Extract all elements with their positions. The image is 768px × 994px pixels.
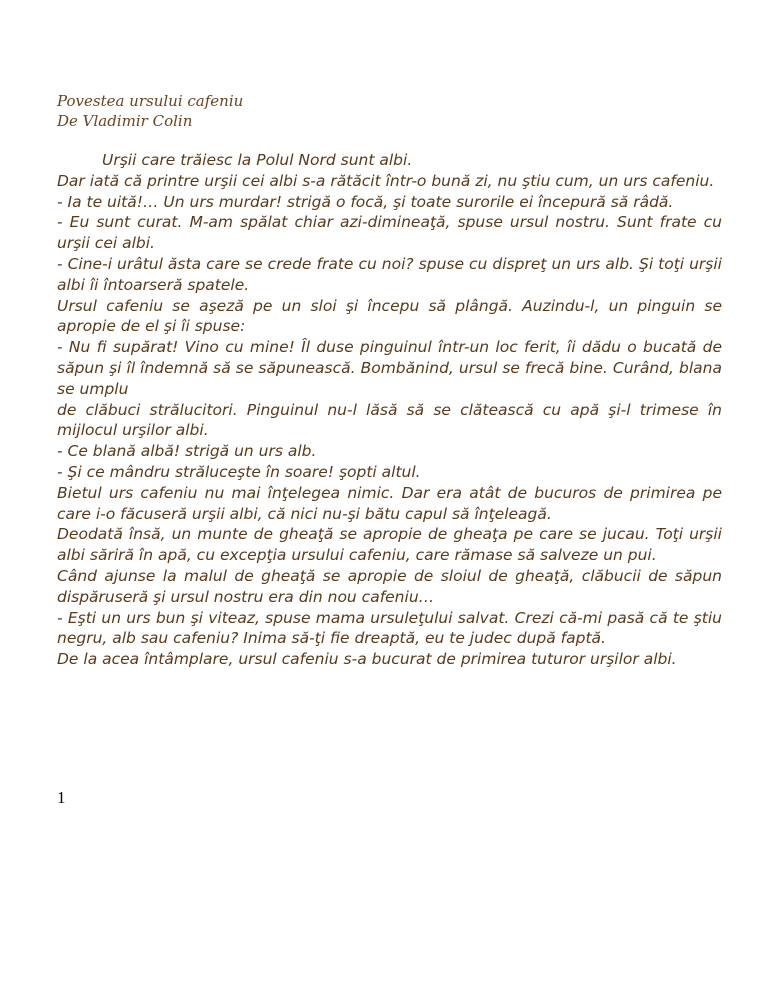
paragraph: Deodată însă, un munte de gheaţă se apropie de gheaţa pe care se jucau. Toţi urşii albi săriră în apă, cu excepţia ursului cafeniu, care rămase să salveze un pui. (57, 525, 722, 565)
story-body (57, 150, 722, 670)
page-number: 1 (57, 788, 66, 807)
document-author: De Vladimir Colin (57, 112, 193, 130)
paragraph: Când ajunse la malul de gheaţă se apropie de sloiul de gheaţă, clăbucii de săpun dispăruseră şi ursul nostru era din nou cafeniu… (57, 566, 722, 606)
paragraph: - Ce blană albă! strigă un urs alb. (57, 442, 317, 461)
paragraph: Urşii care trăiesc la Polul Nord sunt albi. (102, 151, 413, 169)
paragraph: Bietul urs cafeniu nu mai înţelegea nimic. Dar era atât de bucuros de primirea pe care i-o făcuseră urşii albi, că nici nu-şi bătu capul să înţeleagă. (57, 483, 722, 523)
paragraph: Ursul cafeniu se aşeză pe un sloi şi începu să plângă. Auzindu-l, un pinguin se apropie de el şi îi spuse: (57, 296, 722, 336)
paragraph: - Şi ce mândru străluceşte în soare! şopti altul. (57, 462, 421, 481)
paragraph: De la acea întâmplare, ursul cafeniu s-a bucurat de primirea tuturor urşilor albi. (57, 650, 677, 669)
paragraph: - Ia te uită!… Un urs murdar! strigă o focă, şi toate surorile ei începură să râdă. (57, 192, 674, 211)
paragraph: de clăbuci strălucitori. Pinguinul nu-l lăsă să se clătească cu apă şi-l trimese în mijlocul urşilor albi. (57, 400, 722, 440)
paragraph: Dar iată că printre urşii cei albi s-a rătăcit într-o bună zi, nu ştiu cum, un urs cafeniu. (57, 171, 715, 190)
paragraph: - Cine-i urâtul ăsta care se crede frate cu noi? spuse cu dispreţ un urs alb. Şi toţi urşii albi îi întoarseră spatele. (57, 254, 722, 294)
paragraph: - Eşti un urs bun şi viteaz, spuse mama ursuleţului salvat. Crezi că-mi pasă că te ştiu negru, alb sau cafeniu? Inima să-ţi fie dreaptă, eu te judec după faptă. (57, 608, 722, 648)
paragraph: - Nu fi supărat! Vino cu mine! Îl duse pinguinul într-un loc ferit, îi dădu o bucată de săpun şi îl îndemnă să se săpunească. Bombănind, ursul se frecă bine. Curând, blana se umplu (57, 338, 722, 398)
paragraph: - Eu sunt curat. M-am spălat chiar azi-dimineaţă, spuse ursul nostru. Sunt frate cu urşii cei albi. (57, 213, 722, 253)
document-title: Povestea ursului cafeniu (57, 92, 244, 110)
